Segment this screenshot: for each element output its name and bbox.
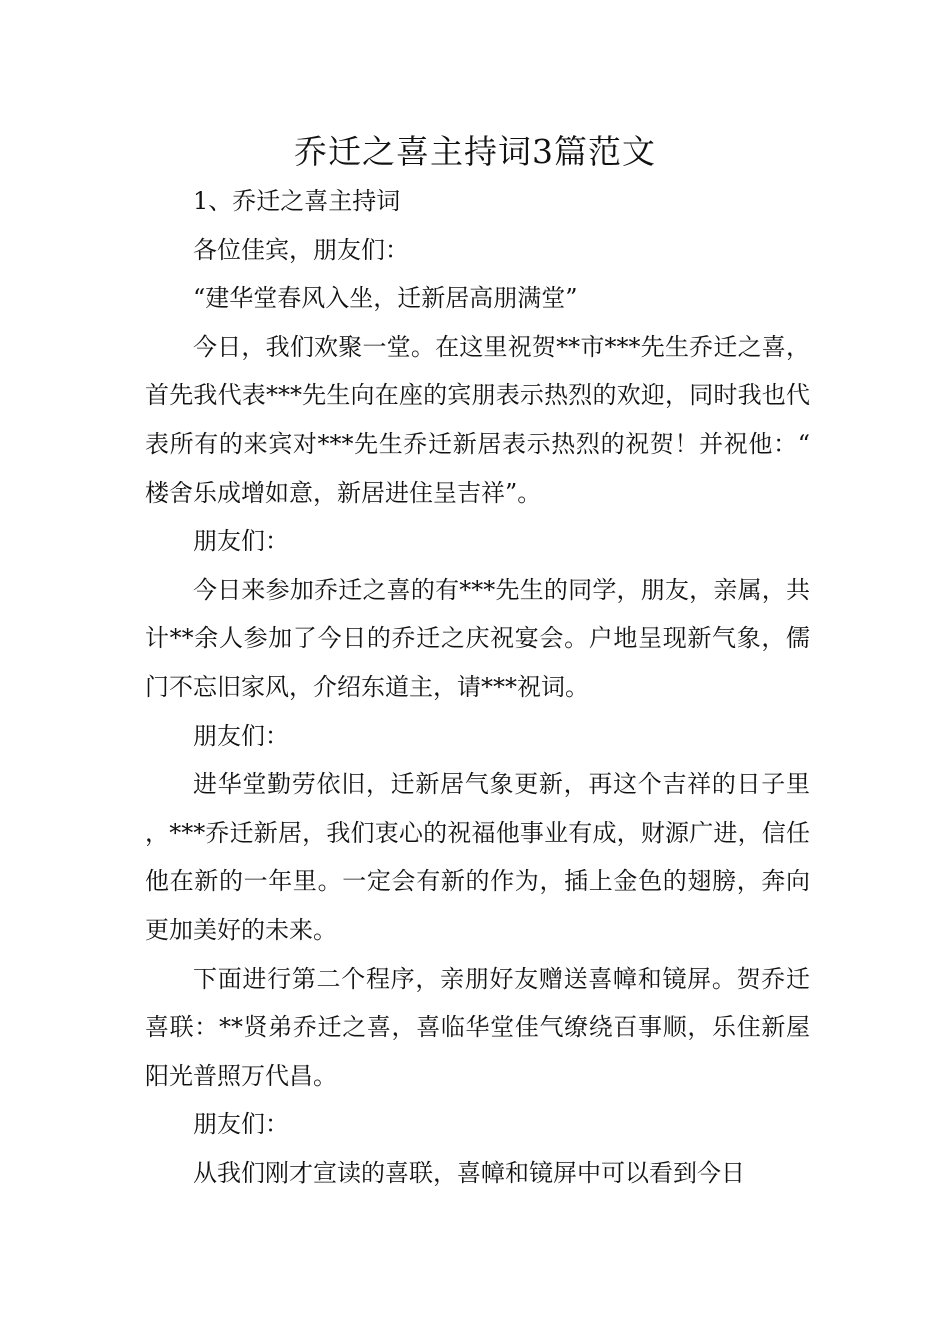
body-paragraph: 今日来参加乔迁之喜的有***先生的同学，朋友，亲属，共计**余人参加了今日的乔迁之庆祝宴会。户地呈现新气象，儒门不忘旧家风，介绍东道主，请***祝词。 (145, 575, 810, 701)
body-paragraph: 进华堂勤劳依旧，迁新居气象更新，再这个吉祥的日子里，***乔迁新居，我们衷心的祝福他事业有成，财源广进，信任他在新的一年里。一定会有新的作为，插上金色的翅膀，奔向更加美好的未来。 (145, 770, 810, 944)
address-paragraph: 朋友们： (193, 527, 289, 556)
address-paragraph: 朋友们： (193, 1110, 289, 1139)
body-paragraph: 从我们刚才宣读的喜联，喜幛和镜屏中可以看到今日 (193, 1158, 745, 1187)
body-paragraph: 今日，我们欢聚一堂。在这里祝贺**市***先生乔迁之喜，首先我代表***先生向在座的宾朋表示热烈的欢迎，同时我也代表所有的来宾对***先生乔迁新居表示热烈的祝贺！并祝他：“楼舍乐成增如意，新居进住呈吉祥”。 (145, 332, 810, 507)
body-paragraph: 下面进行第二个程序，亲朋好友赠送喜幛和镜屏。贺乔迁喜联：**贤弟乔迁之喜，喜临华堂佳气缭绕百事顺，乐住新屋阳光普照万代昌。 (145, 964, 810, 1090)
section-heading: 1、乔迁之喜主持词 (193, 187, 401, 215)
greeting-paragraph: 各位佳宾，朋友们： (193, 235, 409, 264)
document-title: 乔迁之喜主持词3篇范文 (294, 132, 656, 171)
document-body (145, 177, 810, 1197)
couplet-paragraph: “建华堂春风入坐，迁新居高朋满堂” (193, 284, 578, 313)
address-paragraph: 朋友们： (193, 721, 289, 750)
